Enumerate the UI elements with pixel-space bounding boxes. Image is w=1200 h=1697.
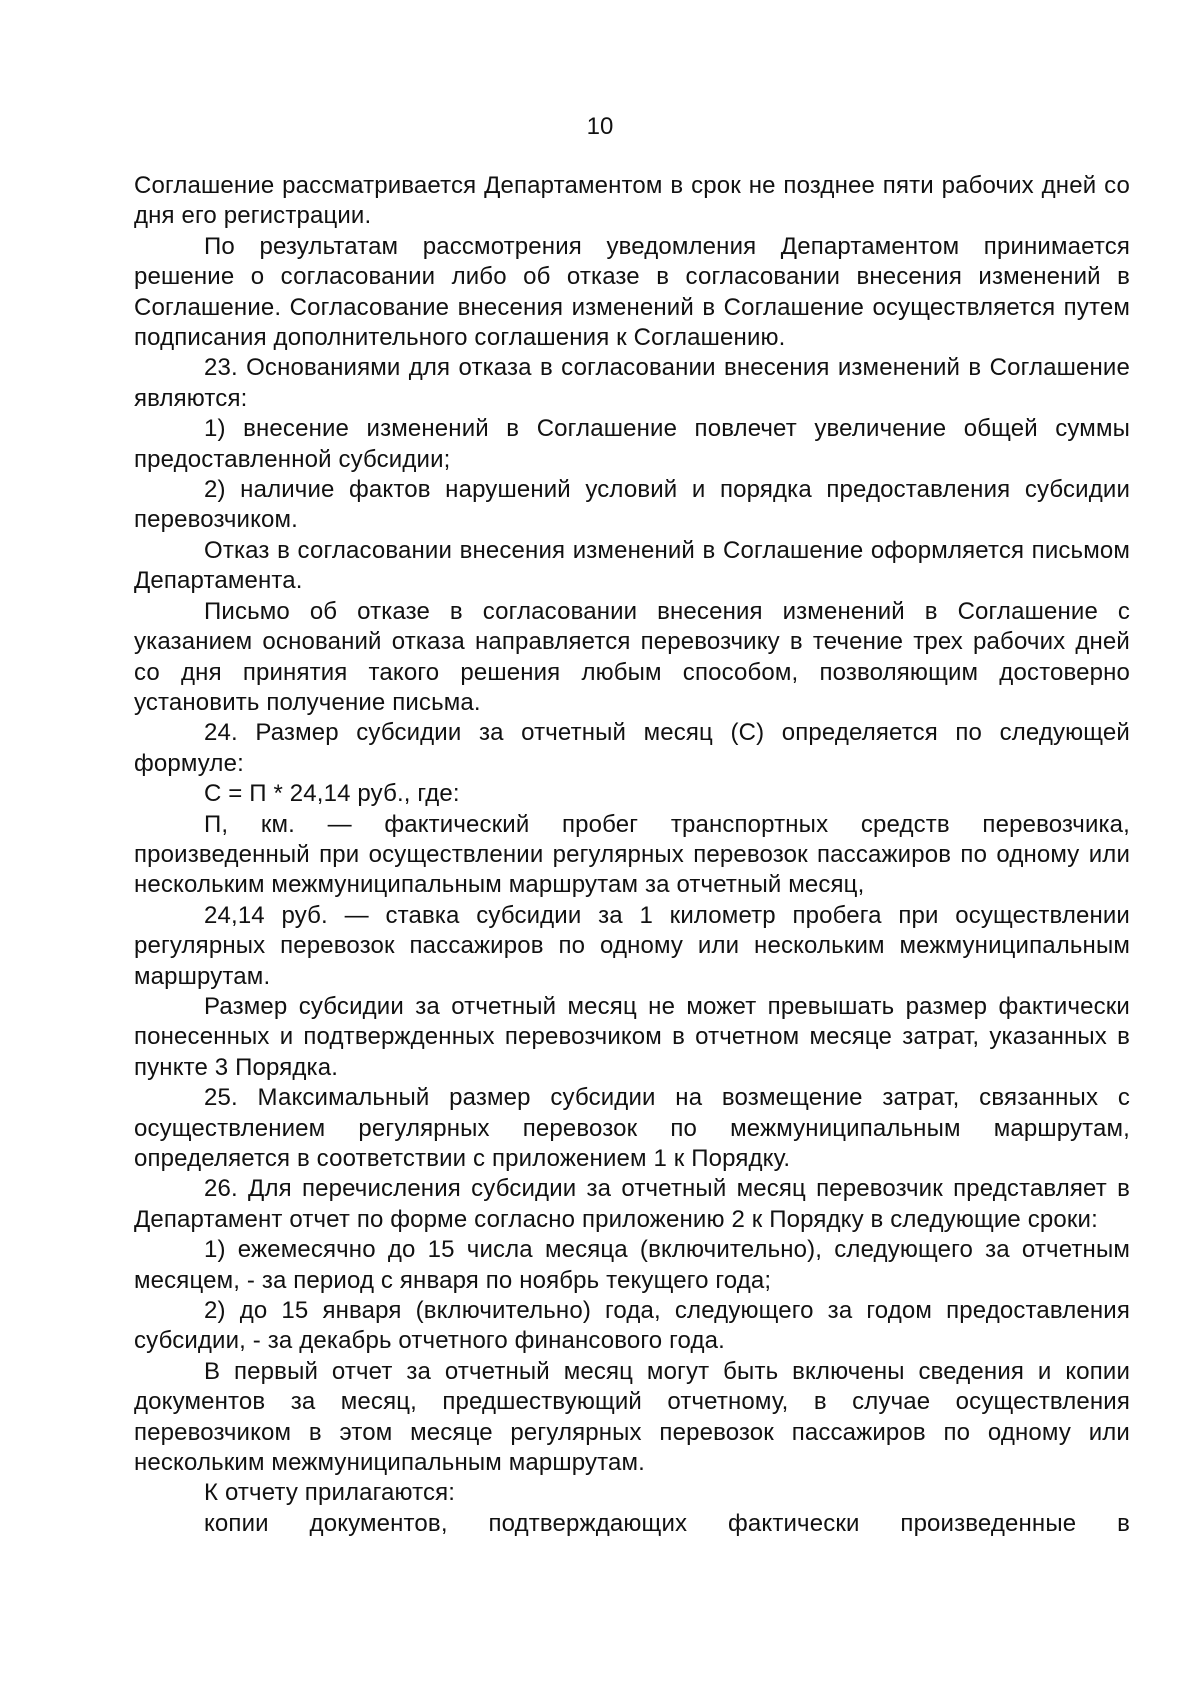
paragraph-item-25: 25. Максимальный размер субсидии на возмещение затрат, связанных с осуществлением регулярных перевозок по межмуниципальным маршрутам, определяется в соответствии с приложением 1 к Порядку. bbox=[134, 1084, 1130, 1172]
paragraph-item-26: 26. Для перечисления субсидии за отчетный месяц перевозчик представляет в Департамент отчет по форме согласно приложению 2 к Порядку в следующие сроки: bbox=[134, 1175, 1130, 1233]
paragraph-subsidy-limit: Размер субсидии за отчетный месяц не может превышать размер фактически понесенных и подтвержденных перевозчиком в отчетном месяце затрат, указанных в пункте 3 Порядка. bbox=[134, 992, 1130, 1081]
paragraph-attachments-documents: копии документов, подтверждающих фактически произведенные в bbox=[204, 1509, 1130, 1537]
paragraph-item-23: 23. Основаниями для отказа в согласовании внесения изменений в Соглашение являются: bbox=[134, 354, 1130, 412]
document-body bbox=[134, 171, 1130, 1539]
paragraph-item-26-2: 2) до 15 января (включительно) года, следующего за годом предоставления субсидии, - за декабрь отчетного финансового года. bbox=[134, 1297, 1130, 1355]
paragraph-item-23-2: 2) наличие фактов нарушений условий и порядка предоставления субсидии перевозчиком. bbox=[134, 476, 1130, 534]
paragraph-agreement-review-term: Соглашение рассматривается Департаментом в срок не позднее пяти рабочих дней со дня его регистрации. bbox=[134, 172, 1130, 230]
paragraph-refusal-letter-sending: Письмо об отказе в согласовании внесения изменений в Соглашение с указанием оснований отказа направляется перевозчику в течение трех рабочих дней со дня принятия такого решения любым способом, позволяющим достоверно установить получение письма. bbox=[134, 597, 1130, 716]
paragraph-formula-rate: 24,14 руб. — ставка субсидии за 1 километр пробега при осуществлении регулярных перевозок пассажиров по одному или нескольким межмуниципальным маршрутам. bbox=[134, 901, 1130, 990]
paragraph-first-report: В первый отчет за отчетный месяц могут быть включены сведения и копии документов за месяц, предшествующий отчетному, в случае осуществления перевозчиком в этом месяце регулярных перевозок пассажиров по одному или нескольким межмуниципальным маршрутам. bbox=[134, 1357, 1130, 1477]
paragraph-item-23-1: 1) внесение изменений в Соглашение повлечет увеличение общей суммы предоставленной субсидии; bbox=[134, 415, 1130, 473]
paragraph-review-decision: По результатам рассмотрения уведомления Департаментом принимается решение о согласовании либо об отказе в согласовании внесения изменений в Соглашение. Согласование внесения изменений в Соглашение осуществляется путем подписания дополнительного соглашения к Соглашению. bbox=[134, 232, 1130, 352]
page-number: 10 bbox=[586, 113, 614, 140]
paragraph-formula: С = П * 24,14 руб., где: bbox=[204, 780, 460, 808]
paragraph-refusal-letter: Отказ в согласовании внесения изменений в Соглашение оформляется письмом Департамента. bbox=[134, 536, 1130, 595]
paragraph-formula-mileage: П, км. — фактический пробег транспортных средств перевозчика, произведенный при осуществлении регулярных перевозок пассажиров по одному или нескольким межмуниципальным маршрутам за отчетный месяц, bbox=[134, 810, 1130, 899]
paragraph-item-26-1: 1) ежемесячно до 15 числа месяца (включительно), следующего за отчетным месяцем, - за период с января по ноябрь текущего года; bbox=[134, 1236, 1130, 1294]
paragraph-attachments-heading: К отчету прилагаются: bbox=[204, 1479, 456, 1507]
paragraph-item-24: 24. Размер субсидии за отчетный месяц (С) определяется по следующей формуле: bbox=[134, 719, 1130, 777]
